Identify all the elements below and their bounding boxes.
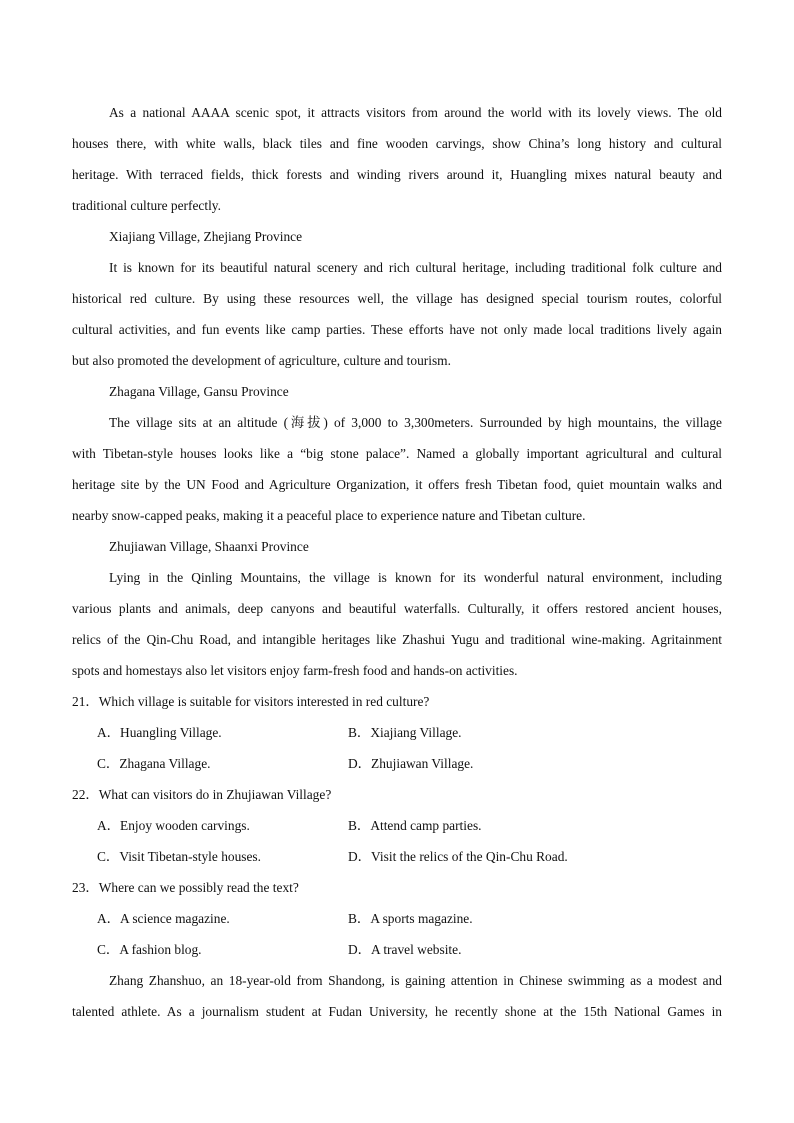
question-stem: 23．Where can we possibly read the text?	[72, 880, 299, 895]
text-line: various plants and animals, deep canyons and beautiful waterfalls. Culturally, it offers restored ancient houses,	[72, 601, 722, 616]
text-line: traditional culture perfectly.	[72, 198, 221, 213]
question-22	[72, 779, 722, 872]
text-line: historical red culture. By using these resources well, the village has designed special tourism routes, colorful	[72, 291, 722, 306]
text-line: houses there, with white walls, black tiles and fine wooden carvings, show China’s long history and cultural	[72, 136, 722, 151]
section-heading-xiajiang: Xiajiang Village, Zhejiang Province	[109, 229, 303, 244]
text-line: nearby snow-capped peaks, making it a peaceful place to experience nature and Tibetan culture.	[72, 508, 586, 523]
text-line: but also promoted the development of agriculture, culture and tourism.	[72, 353, 451, 368]
options-row	[72, 810, 722, 841]
paragraph-zhagana	[72, 407, 722, 531]
option-b[interactable]: B．Attend camp parties.	[348, 818, 482, 833]
text-line: talented athlete. As a journalism student at Fudan University, he recently shone at the 15th National Games in	[72, 1004, 722, 1019]
option-a[interactable]: A．Enjoy wooden carvings.	[97, 818, 250, 833]
options-row	[72, 717, 722, 748]
option-a[interactable]: A．Huangling Village.	[97, 725, 222, 740]
options-row	[72, 748, 722, 779]
option-d[interactable]: D．A travel website.	[348, 942, 462, 957]
option-d[interactable]: D．Zhujiawan Village.	[348, 756, 474, 771]
option-b[interactable]: B．A sports magazine.	[348, 911, 473, 926]
question-21	[72, 686, 722, 779]
text-line: The village sits at an altitude (海拔) of 3,000 to 3,300meters. Surrounded by high mountains, the village	[109, 415, 722, 430]
text-line: It is known for its beautiful natural scenery and rich cultural heritage, including traditional folk culture and	[109, 260, 722, 275]
paragraph-huangling	[72, 97, 722, 221]
question-stem: 21．Which village is suitable for visitors interested in red culture?	[72, 694, 430, 709]
options-row	[72, 841, 722, 872]
text-line: spots and homestays also let visitors enjoy farm-fresh food and hands-on activities.	[72, 663, 518, 678]
option-c[interactable]: C．A fashion blog.	[97, 942, 202, 957]
option-b[interactable]: B．Xiajiang Village.	[348, 725, 462, 740]
reading-content	[72, 97, 722, 1027]
paragraph-zhang-zhanshuo	[72, 965, 722, 1027]
paragraph-zhujiawan	[72, 562, 722, 686]
option-a[interactable]: A．A science magazine.	[97, 911, 230, 926]
text-line: cultural activities, and fun events like camp parties. These efforts have not only made local traditions lively again	[72, 322, 722, 337]
section-heading-zhujiawan: Zhujiawan Village, Shaanxi Province	[109, 539, 309, 554]
option-d[interactable]: D．Visit the relics of the Qin-Chu Road.	[348, 849, 568, 864]
options-row	[72, 903, 722, 934]
text-line: As a national AAAA scenic spot, it attracts visitors from around the world with its lovely views. The old	[109, 105, 722, 120]
options-row	[72, 934, 722, 965]
question-stem: 22．What can visitors do in Zhujiawan Village?	[72, 787, 332, 802]
paragraph-xiajiang	[72, 252, 722, 376]
text-line: Lying in the Qinling Mountains, the village is known for its wonderful natural environment, including	[109, 570, 722, 585]
question-23	[72, 872, 722, 965]
text-line: with Tibetan-style houses looks like a “big stone palace”. Named a globally important agricultural and cultural	[72, 446, 722, 461]
option-c[interactable]: C．Zhagana Village.	[97, 756, 211, 771]
text-line: Zhang Zhanshuo, an 18-year-old from Shandong, is gaining attention in Chinese swimming as a modest and	[109, 973, 722, 988]
text-line: heritage site by the UN Food and Agriculture Organization, it offers fresh Tibetan food, quiet mountain walks and	[72, 477, 722, 492]
option-c[interactable]: C．Visit Tibetan-style houses.	[97, 849, 261, 864]
text-line: relics of the Qin-Chu Road, and intangible heritages like Zhashui Yugu and traditional wine-making. Agritainment	[72, 632, 722, 647]
section-heading-zhagana: Zhagana Village, Gansu Province	[109, 384, 289, 399]
text-line: heritage. With terraced fields, thick forests and winding rivers around it, Huangling mixes natural beauty and	[72, 167, 722, 182]
